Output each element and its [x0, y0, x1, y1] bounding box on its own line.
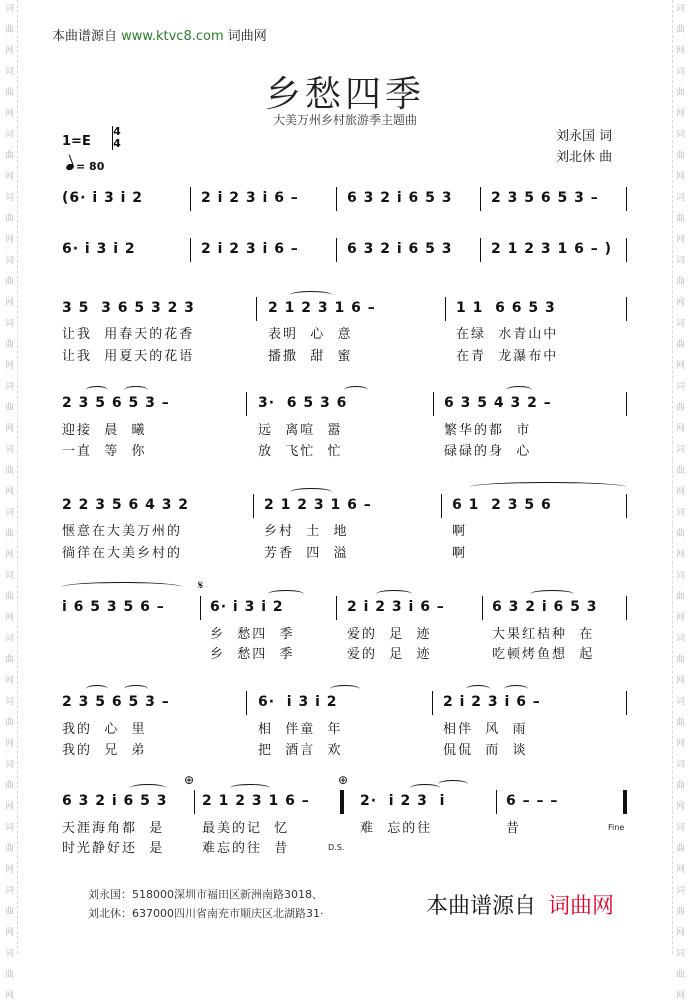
measure: 6 1 2 3 5 6	[452, 497, 552, 513]
key-signature: 1=E	[62, 134, 91, 149]
score-system-2	[0, 238, 690, 262]
time-signature	[110, 126, 124, 150]
measure: i 6 5 3 5 6 –	[62, 599, 165, 615]
score-system-1	[0, 187, 690, 211]
lyric-verse1: 繁华的都 市	[444, 423, 532, 438]
measure: 2 i 2 3 i 6 –	[347, 599, 445, 615]
brand-name: 词曲网	[548, 894, 615, 919]
left-watermark-strip: 词 曲 网 词 曲 网 词 曲 网 词 曲 网 词 曲 网 词 曲 网 词 曲 网 词 曲 网 词 曲 网 词 曲 网 词 曲 网 词 曲 网 词 曲 网 词 曲 网 词 曲 网 词 曲 网	[2, 0, 18, 954]
measure: 2 3 5 6 5 3 –	[491, 190, 599, 206]
lyric-verse2: 徜徉在大美乡村的	[62, 546, 183, 561]
lyric-verse1: 大果红桔种 在	[492, 627, 595, 642]
measure: 6· i 3 i 2	[210, 599, 284, 615]
segno-sign: 𝄋	[198, 578, 204, 592]
lyric-verse2: 啊	[452, 546, 468, 561]
lyric-verse2: 乡 愁四 季	[210, 647, 295, 662]
lyric-verse2: 碌碌的身 心	[444, 444, 532, 459]
score-system-5	[0, 494, 690, 518]
measure: 1 1 6 6 5 3	[456, 300, 556, 316]
site-name: 本曲谱源自	[52, 29, 118, 44]
lyric-verse1: 惬意在大美万州的	[62, 524, 183, 539]
measure: 6 3 2 i 6 5 3	[347, 190, 453, 206]
lyric-verse1: 最美的记 忆	[202, 821, 290, 836]
credits	[556, 126, 612, 168]
lyric-verse1: 远 离喧 嚣	[258, 423, 343, 438]
measure: 2 i 2 3 i 6 –	[443, 694, 541, 710]
measure: 2 3 5 6 5 3 –	[62, 694, 170, 710]
lyric-verse2: 一直 等 你	[62, 444, 147, 459]
lyric-verse2: 侃侃 而 谈	[443, 743, 528, 758]
lyric-verse1: 难 忘的往	[360, 821, 433, 836]
lyric-verse1: 让我 用春天的花香	[62, 327, 195, 342]
lyric-verse2: 时光静好还 是	[62, 841, 165, 856]
measure: 6· i 3 i 2	[62, 241, 136, 257]
song-title: 乡愁四季	[264, 74, 425, 115]
measure: 2 3 5 6 5 3 –	[62, 395, 170, 411]
lyric-verse1: 表明 心 意	[268, 327, 353, 342]
coda-sign: ⊕	[338, 773, 349, 787]
measure: 2 i 2 3 i 6 –	[201, 190, 299, 206]
lyric-verse1: 乡 愁四 季	[210, 627, 295, 642]
time-top: 4	[113, 125, 121, 138]
site-source-line	[52, 25, 267, 44]
lyric-verse2: 放 飞忙 忙	[258, 444, 343, 459]
coda-sign: ⊕	[184, 773, 195, 787]
measure: 6 – – –	[506, 793, 559, 809]
measure: 6· i 3 i 2	[258, 694, 338, 710]
lyric-verse2: 我的 兄 弟	[62, 743, 147, 758]
lyric-verse2: 在青 龙瀑布中	[456, 349, 559, 364]
lyric-verse1: 相 伴童 年	[258, 722, 343, 737]
tempo-value: = 80	[76, 160, 105, 173]
measure: 2 1 2 3 1 6 –	[202, 793, 310, 809]
lyric-verse1: 天涯海角都 是	[62, 821, 165, 836]
site-brand: 词曲网	[227, 29, 267, 44]
brand-stamp	[426, 889, 614, 920]
measure: 2 1 2 3 1 6 –	[268, 300, 376, 316]
lyric-verse2: 把 酒言 欢	[258, 743, 343, 758]
contact-lyricist: 刘永国：518000深圳市福田区新洲南路3018、	[88, 888, 323, 901]
measure: 3· 6 5 3 6	[258, 395, 348, 411]
lyric-verse1: 迎接 晨 曦	[62, 423, 147, 438]
lyric-verse1: 昔	[506, 821, 522, 836]
lyric-verse1: 爱的 足 迹	[347, 627, 432, 642]
measure: 3 5 3 6 5 3 2 3	[62, 300, 195, 316]
measure: 6 3 2 i 6 5 3	[347, 241, 453, 257]
lyric-verse1: 在绿 水青山中	[456, 327, 559, 342]
composer: 刘北休 曲	[556, 150, 613, 165]
measure: (6· i 3 i 2	[62, 190, 144, 206]
time-bottom: 4	[113, 137, 121, 150]
song-subtitle: 大美万州乡村旅游季主题曲	[272, 113, 417, 127]
lyric-verse2: 播撒 甜 蜜	[268, 349, 353, 364]
contact-composer: 刘北休：637000四川省南充市顺庆区北湖路31·	[88, 907, 324, 920]
score-system-8	[0, 790, 690, 814]
site-url[interactable]: www.ktvc8.com	[121, 29, 224, 44]
lyric-verse2: 难忘的往 昔	[202, 841, 290, 856]
measure: 6 3 5 4 3 2 –	[444, 395, 552, 411]
contact-footer	[88, 885, 323, 923]
measure: 2 i 2 3 i 6 –	[201, 241, 299, 257]
quarter-note-icon	[65, 163, 75, 171]
lyric-verse2: 让我 用夏天的花语	[62, 349, 195, 364]
lyric-verse2: 芳香 四 溢	[264, 546, 349, 561]
measure: 2· i 2 3 i	[360, 793, 446, 809]
measure: 6 3 2 i 6 5 3	[492, 599, 598, 615]
lyric-verse1: 啊	[452, 524, 468, 539]
score-system-7	[0, 691, 690, 715]
score-system-4	[0, 392, 690, 416]
fine-mark: Fine	[608, 823, 625, 832]
lyric-verse2: 吃顿烤鱼想 起	[492, 647, 595, 662]
lyric-verse1: 我的 心 里	[62, 722, 147, 737]
right-watermark-strip: 词 曲 网 词 曲 网 词 曲 网 词 曲 网 词 曲 网 词 曲 网 词 曲 网 词 曲 网 词 曲 网 词 曲 网 词 曲 网 词 曲 网 词 曲 网 词 曲 网 词 曲 网 词 曲 网	[672, 0, 688, 954]
ds-mark: D.S.	[328, 843, 345, 852]
measure: 2 1 2 3 1 6 –	[264, 497, 372, 513]
tempo-marking	[66, 160, 104, 173]
score-system-3	[0, 297, 690, 321]
score-system-6	[0, 596, 690, 620]
brand-source: 本曲谱源自	[426, 894, 537, 919]
lyric-verse2: 爱的 足 迹	[347, 647, 432, 662]
measure: 6 3 2 i 6 5 3	[62, 793, 168, 809]
lyric-verse1: 相伴 风 雨	[443, 722, 528, 737]
measure: 2 1 2 3 1 6 – )	[491, 241, 612, 257]
lyric-verse1: 乡村 土 地	[264, 524, 349, 539]
lyricist: 刘永国 词	[556, 129, 613, 144]
measure: 2 2 3 5 6 4 3 2	[62, 497, 190, 513]
